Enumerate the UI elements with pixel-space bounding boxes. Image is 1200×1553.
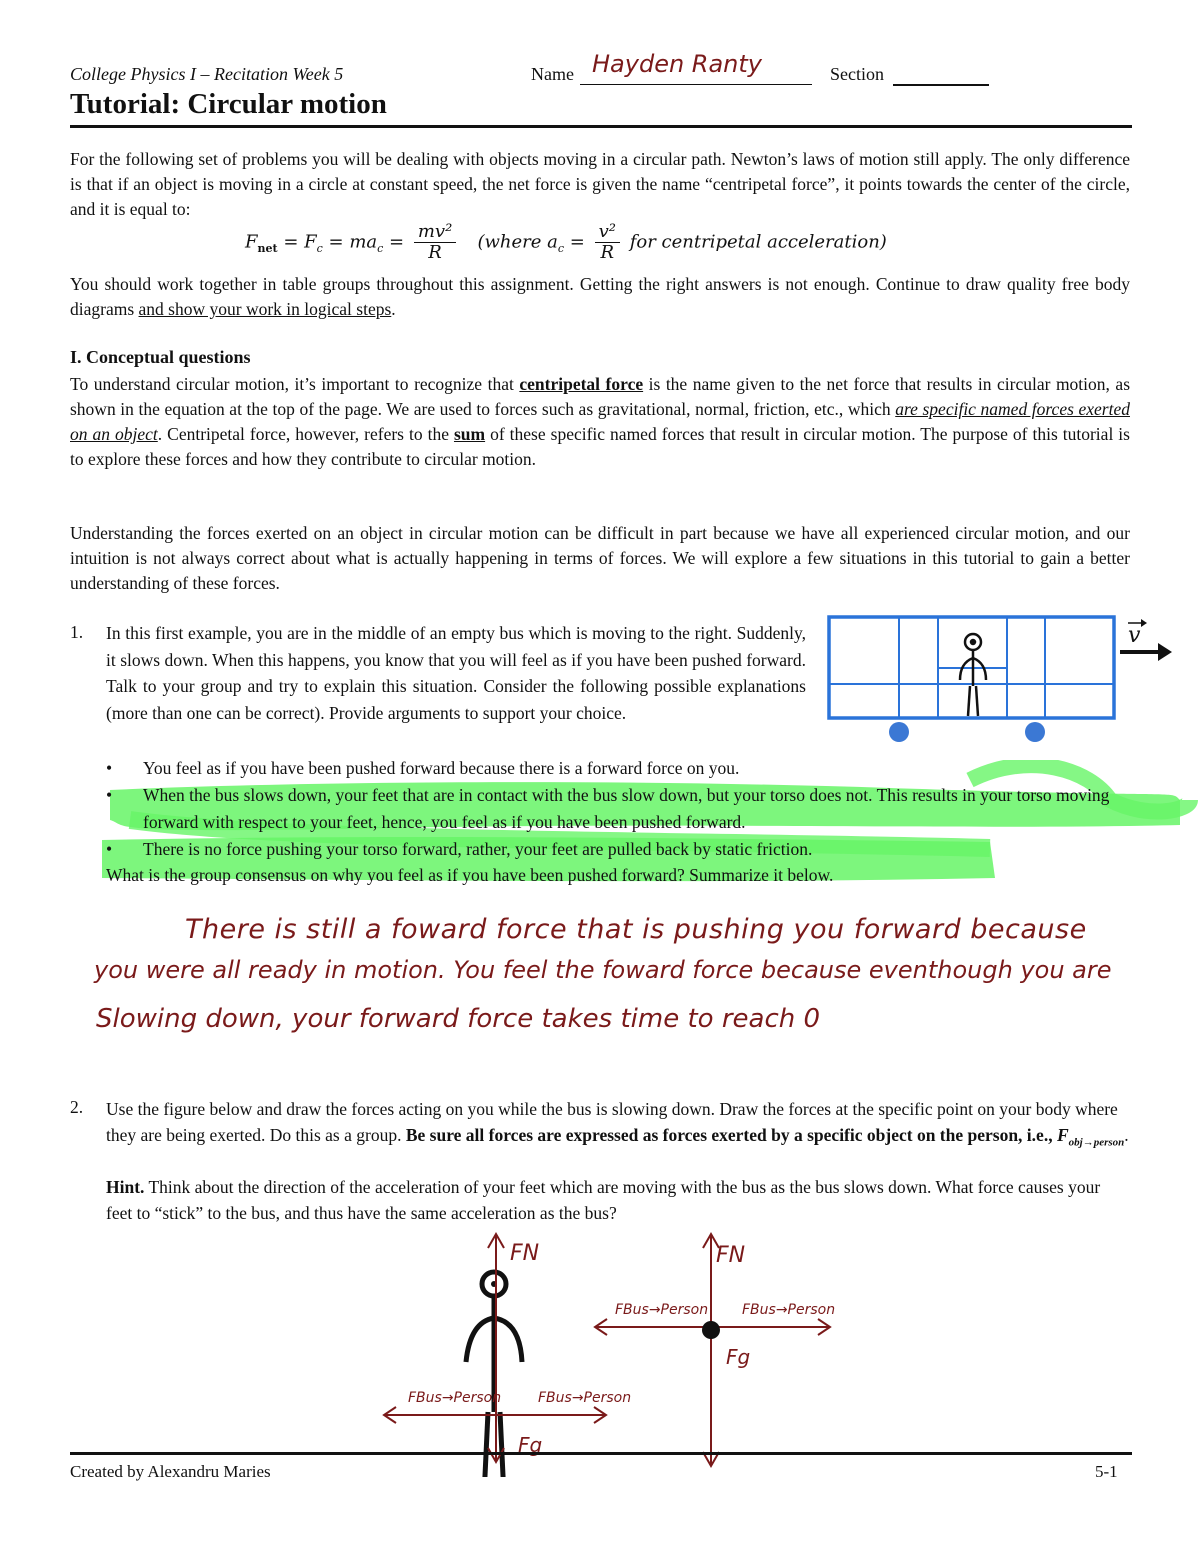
fbd-friction-left-label: FBus→Person bbox=[615, 1302, 709, 1318]
question-1-number: 1. bbox=[70, 622, 84, 642]
instructions-paragraph: You should work together in table groups throughout this assignment. Getting the right answers is not enough. Continue to draw quality free body diagrams and show your work in logical steps. bbox=[70, 274, 1130, 319]
normal-force-label: FN bbox=[510, 1241, 540, 1266]
name-field-line[interactable] bbox=[580, 84, 812, 85]
explanation-option-2: • When the bus slows down, your feet that are in contact with the bus slow down, but your torso does not. This results in your torso moving forward with respect to your feet, hence, you feel as if you have been pushed forward. bbox=[106, 782, 1136, 836]
question-2-text: Use the figure below and draw the forces acting on you while the bus is slowing down. Draw the forces at the specific point on your body where they are being exerted. Do this as a group. Be sure all forces are expressed as forces exerted by a specific object on the person, i.e., $F_{obj\to person}$. bbox=[106, 1099, 1129, 1149]
header-rule bbox=[70, 125, 1132, 128]
bus-figure bbox=[820, 608, 1180, 748]
name-label: Name bbox=[531, 64, 574, 84]
gravity-force-label: Fg bbox=[518, 1433, 543, 1457]
consensus-prompt: What is the group consensus on why you feel as if you have been pushed forward? Summarize it below. bbox=[106, 865, 834, 885]
section1-paragraph-1: To understand circular motion, it’s important to recognize that centripetal force is the name given to the net force that results in circular motion, as shown in the equation at the top of the page. We are used to forces such as gravitational, normal, friction, etc., which are specific named forces exerted on an object. Centripetal force, however, refers to the sum of these specific named forces that result in circular motion. The purpose of this tutorial is to explore these forces and how they contribute to circular motion. bbox=[70, 374, 1130, 469]
fbd-gravity-label: Fg bbox=[726, 1345, 751, 1369]
handwritten-answer-line-2: you were all ready in motion. You feel the foward force because eventhough you are bbox=[94, 956, 1112, 984]
section-field-line[interactable] bbox=[893, 84, 989, 86]
fbd-friction-right-label: FBus→Person bbox=[742, 1302, 836, 1318]
explanation-option-3: • There is no force pushing your torso forward, rather, your feet are pulled back by static friction. bbox=[106, 836, 1136, 863]
person-figure-icon bbox=[466, 1272, 522, 1477]
intro-paragraph: For the following set of problems you will be dealing with objects moving in a circular path. Newton’s laws of motion still apply. The only difference is that if an object is moving in a circle at constant speed, the net force is given the name “centripetal force”, it points towards the center of the circle, and it is equal to: bbox=[70, 149, 1130, 219]
free-body-diagrams bbox=[370, 1222, 870, 1477]
page-title: Tutorial: Circular motion bbox=[70, 88, 387, 120]
section-label: Section bbox=[830, 64, 884, 84]
centripetal-equation: $F_{net} = F_c = ma_c$ = $\frac{\text{mv²}}{R}$ (where $a_c$ = $\frac{\text{v²}}{R}$ for centripetal acceleration) bbox=[245, 221, 887, 263]
question-2-number: 2. bbox=[70, 1097, 84, 1117]
bus-wheel-left bbox=[889, 722, 909, 742]
section1-paragraph-2: Understanding the forces exerted on an object in circular motion can be difficult in part because we have all experienced circular motion, and our intuition is not always correct about what is actually happening in terms of forces. We will explore a few situations in this tutorial to gain a better understanding of these forces. bbox=[70, 523, 1130, 593]
bus-wheel-right bbox=[1025, 722, 1045, 742]
handwritten-answer-line-3: Slowing down, your forward force takes time to reach 0 bbox=[96, 1004, 821, 1034]
velocity-label: v bbox=[1128, 623, 1141, 648]
footer-author: Created by Alexandru Maries bbox=[70, 1462, 271, 1481]
fbd-normal-label: FN bbox=[716, 1243, 746, 1268]
course-title: College Physics I – Recitation Week 5 bbox=[70, 64, 344, 84]
explanation-option-1: • You feel as if you have been pushed forward because there is a forward force on you. bbox=[106, 755, 1136, 782]
handwritten-answer-line-1: There is still a foward force that is pushing you forward because bbox=[185, 914, 1087, 945]
section-heading: I. Conceptual questions bbox=[70, 347, 251, 367]
friction-left-label: FBus→Person bbox=[408, 1390, 502, 1406]
stick-person-icon bbox=[960, 634, 986, 716]
question-2-hint: Hint. Think about the direction of the acceleration of your feet which are moving with the bus as the bus slows down. What force causes your feet to “stick” to the bus, and thus have the same acceleration as the bus? bbox=[106, 1177, 1101, 1223]
footer-rule bbox=[70, 1452, 1132, 1455]
question-1-text: In this first example, you are in the middle of an empty bus which is moving to the right. Suddenly, it slows down. When this happens, you know that you will feel as if you have been pushed forward. Talk to your group and try to explain this situation. Consider the following possible explanations (more than one can be correct). Provide arguments to support your choice. bbox=[106, 623, 806, 723]
name-handwritten: Hayden Ranty bbox=[592, 50, 763, 78]
particle-dot bbox=[702, 1321, 720, 1339]
page-number: 5-1 bbox=[1095, 1462, 1118, 1481]
velocity-arrow-icon bbox=[1158, 643, 1172, 661]
friction-right-label: FBus→Person bbox=[538, 1390, 632, 1406]
explanations-list bbox=[106, 755, 1136, 863]
